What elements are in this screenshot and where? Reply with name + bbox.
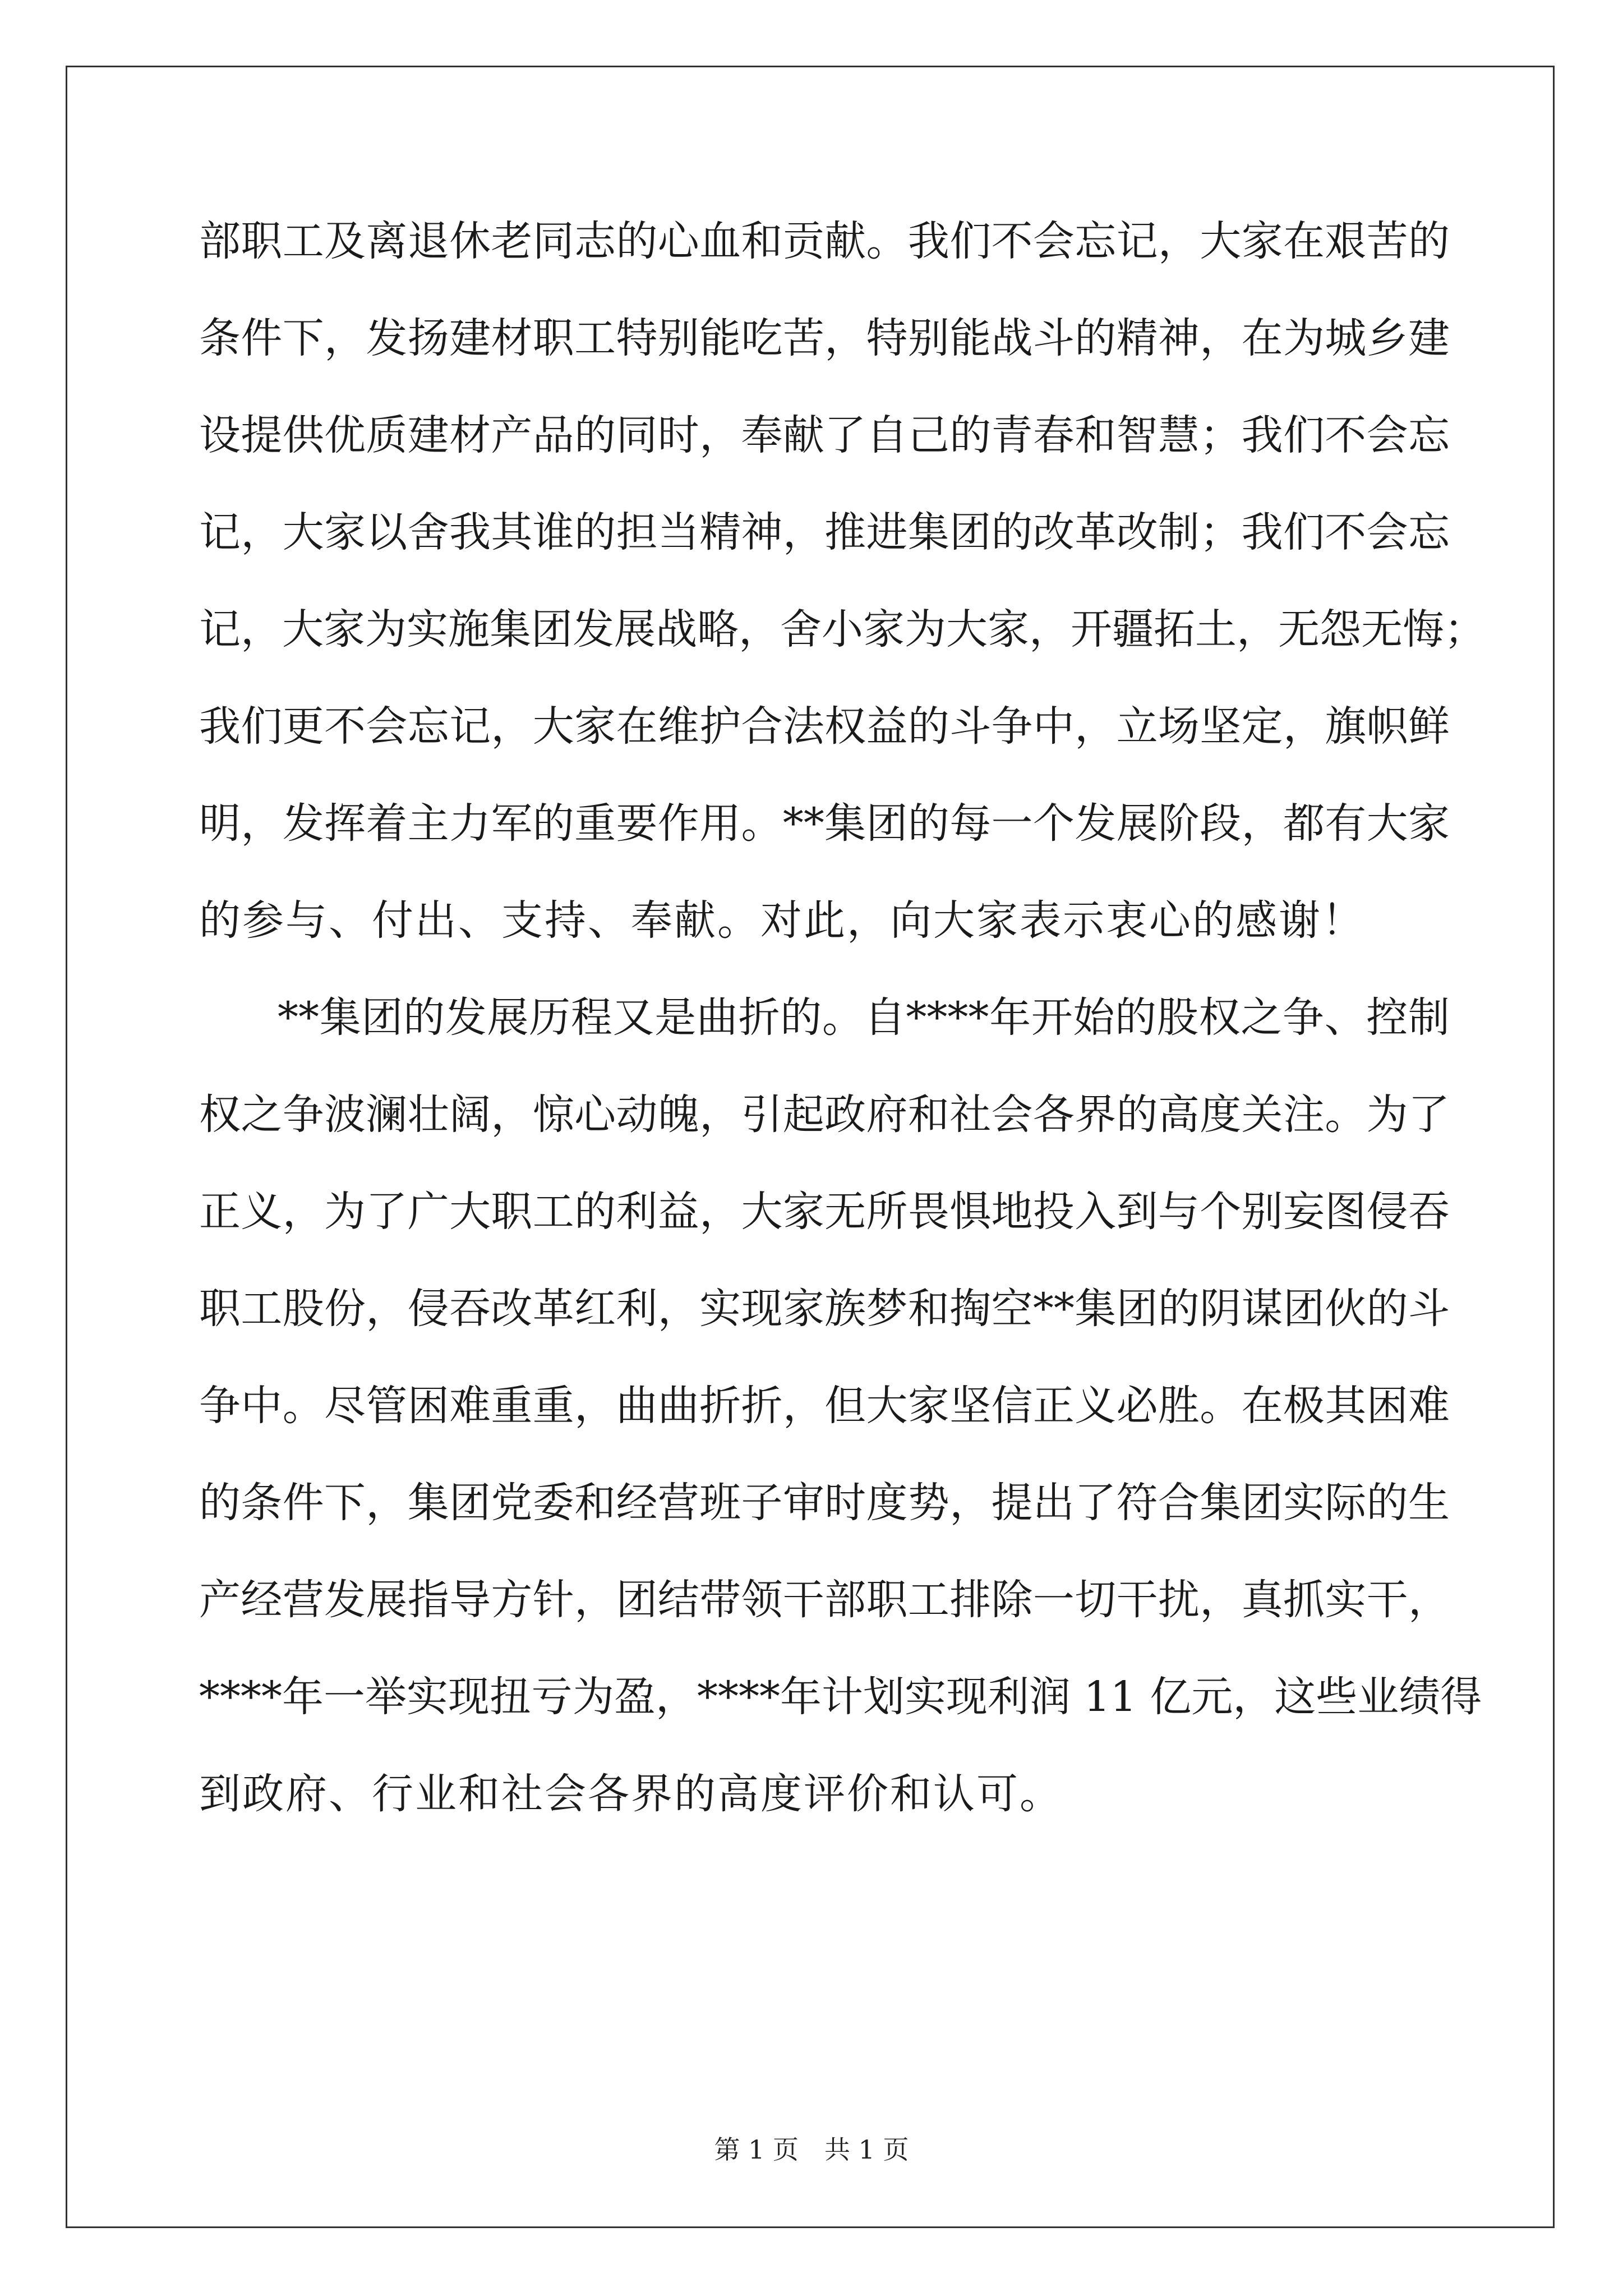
text-line: ****年一举实现扭亏为盈，****年计划实现利润 11 亿元，这些业绩得: [199, 1673, 1482, 1721]
text-line: 部职工及离退休老同志的心血和贡献。我们不会忘记，大家在艰苦的: [199, 217, 1450, 265]
text-line: 权之争波澜壮阔，惊心动魄，引起政府和社会各界的高度关注。为了: [199, 1091, 1450, 1139]
page-number-footer: 第 1 页 共 1 页: [714, 2134, 909, 2165]
text-line: 明，发挥着主力军的重要作用。**集团的每一个发展阶段，都有大家: [199, 799, 1450, 848]
text-line: 设提供优质建材产品的同时，奉献了自己的青春和智慧；我们不会忘: [199, 411, 1450, 459]
text-line: 争中。尽管困难重重，曲曲折折，但大家坚信正义必胜。在极其困难: [199, 1382, 1450, 1430]
text-line: 的参与、付出、支持、奉献。对此，向大家表示衷心的感谢！: [199, 896, 1365, 945]
text-line: 记，大家为实施集团发展战略，舍小家为大家，开疆拓土，无怨无悔；: [199, 605, 1486, 654]
text-line: 记，大家以舍我其谁的担当精神，推进集团的改革改制；我们不会忘: [199, 508, 1450, 556]
text-line: 的条件下，集团党委和经营班子审时度势，提出了符合集团实际的生: [199, 1479, 1450, 1527]
text-line: 正义，为了广大职工的利益，大家无所畏惧地投入到与个别妄图侵吞: [199, 1188, 1450, 1236]
document-body: [199, 216, 1486, 1866]
text-line: 我们更不会忘记，大家在维护合法权益的斗争中，立场坚定，旗帜鲜: [199, 702, 1450, 751]
text-line: 条件下，发扬建材职工特别能吃苦，特别能战斗的精神，在为城乡建: [199, 314, 1450, 362]
text-line: 职工股份，侵吞改革红利，实现家族梦和掏空**集团的阴谋团伙的斗: [199, 1285, 1450, 1333]
text-line: **集团的发展历程又是曲折的。自****年开始的股权之争、控制: [278, 993, 1450, 1042]
text-line: 产经营发展指导方针，团结带领干部职工排除一切干扰，真抓实干，: [199, 1576, 1450, 1624]
text-line: 到政府、行业和社会各界的高度评价和认可。: [199, 1770, 1063, 1818]
